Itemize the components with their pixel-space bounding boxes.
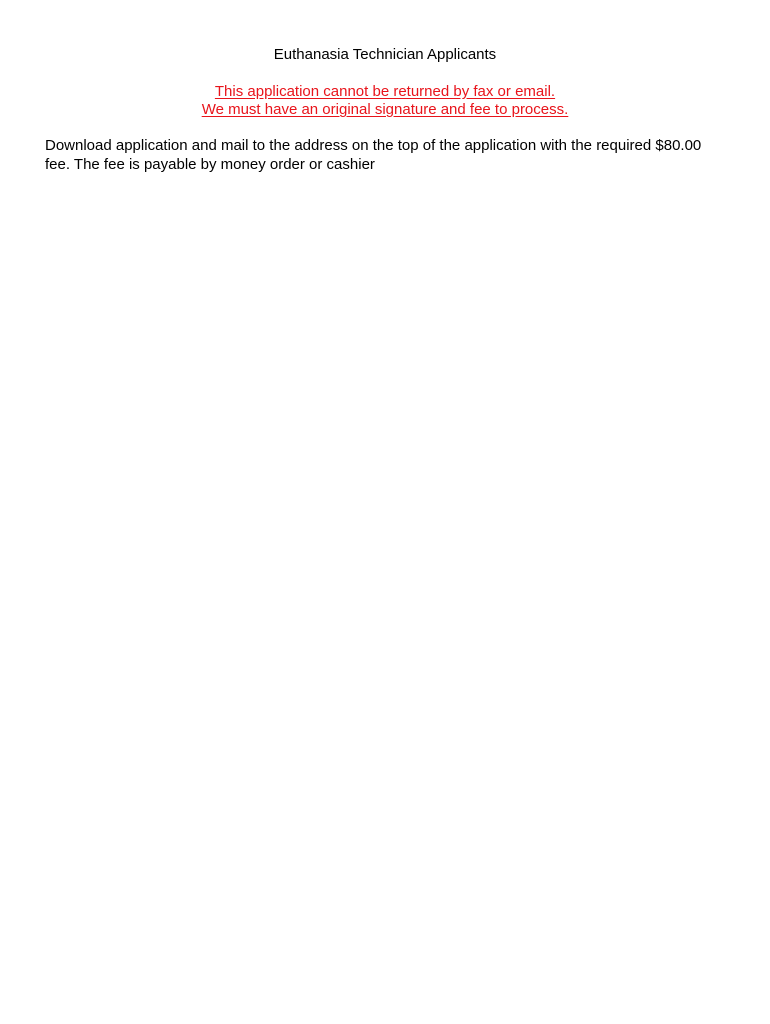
instructions-line-1: Download application and mail to the address on the top of the application with the required $80.00 bbox=[45, 137, 702, 154]
instructions-paragraph bbox=[45, 136, 725, 174]
document-title: Euthanasia Technician Applicants bbox=[273, 46, 497, 63]
red-notice bbox=[0, 83, 770, 119]
notice-line-fax-email: This application cannot be returned by fax or email. bbox=[214, 83, 556, 100]
notice-line-signature-fee: We must have an original signature and fee to process. bbox=[201, 101, 569, 118]
instructions-line-2: fee. The fee is payable by money order or cashier bbox=[45, 156, 375, 173]
